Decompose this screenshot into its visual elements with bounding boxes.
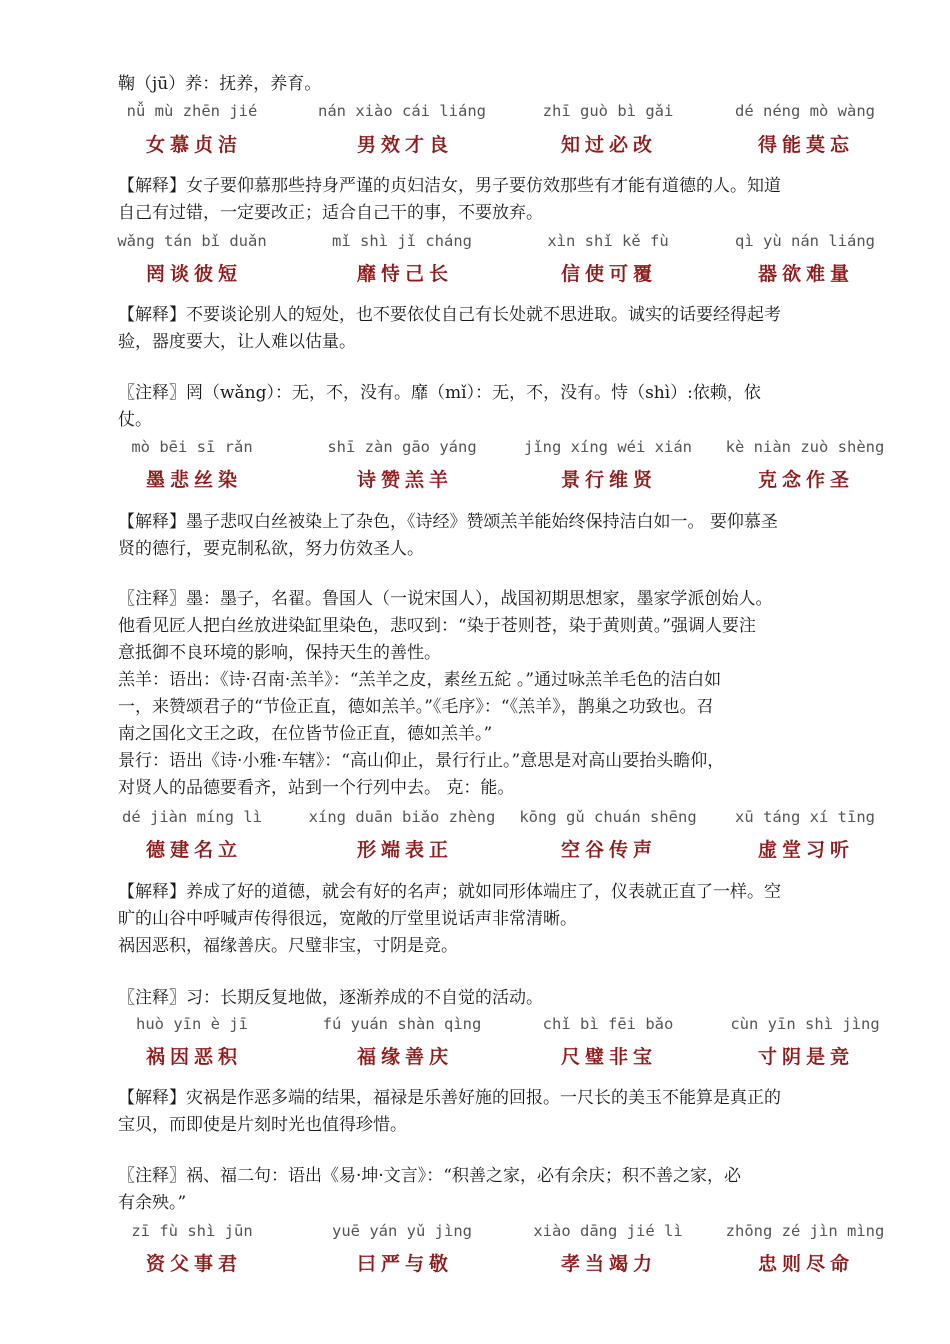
pinyin-label: xiào dāng jié lì [533,1222,683,1240]
idiom-hanzi: 忠则尽命 [757,1253,855,1275]
paragraph-line: 【解释】墨子悲叹白丝被染上了杂色，《诗经》赞颂羔羊能始终保持洁白如一。 要仰慕圣 [118,512,778,532]
paragraph-line: 贤的德行，要克制私欲，努力仿效圣人。 [118,539,424,559]
idiom-hanzi: 得能莫忘 [757,134,855,156]
idiom-hanzi: 男效才良 [356,134,454,156]
paragraph [118,879,878,960]
paragraph-line: 【解释】灾祸是作恶多端的结果，福禄是乐善好施的回报。一尺长的美玉不能算是真正的 [118,1088,781,1108]
idiom-hanzi: 信使可覆 [560,263,658,285]
pinyin-label: jǐng xíng wéi xián [524,438,692,456]
idiom-hanzi: 孝当竭力 [560,1253,658,1275]
idiom-hanzi: 知过必改 [560,134,658,156]
pinyin-label: mǐ shì jǐ cháng [332,232,472,250]
pinyin-label: zhōng zé jìn mìng [725,1222,885,1240]
idiom-hanzi: 女慕贞洁 [145,134,243,156]
idiom-hanzi: 福缘善庆 [356,1046,454,1068]
paragraph-line: 景行：语出《诗·小雅·车辖》：“高山仰止，景行行止。”意思是对高山要抬头瞻仰， [118,751,725,771]
pinyin-label: mò bēi sī rǎn [131,438,253,456]
pinyin-label: yuē yán yǔ jìng [332,1222,472,1240]
paragraph-line: 有余殃。” [118,1193,187,1213]
idiom-hanzi: 景行维贤 [560,469,658,491]
pinyin-label: zī fù shì jūn [131,1222,253,1240]
paragraph-line: 仗。 [118,410,152,430]
paragraph-line: 宝贝，而即使是片刻时光也值得珍惜。 [118,1115,407,1135]
paragraph [118,173,878,227]
paragraph-line: 对贤人的品德要看齐，站到一个行列中去。 克：能。 [118,778,515,798]
pinyin-label: wǎng tán bǐ duǎn [117,232,267,250]
idiom-hanzi: 器欲难量 [757,263,855,285]
paragraph-line: 验，器度要大，让人难以估量。 [118,332,356,352]
pinyin-label: qì yù nán liáng [735,232,875,250]
pinyin-label: nán xiào cái liáng [318,102,486,120]
paragraph-line: 【解释】女子要仰慕那些持身严谨的贞妇洁女，男子要仿效那些有才能有道德的人。知道 [118,176,781,196]
idiom-hanzi: 罔谈彼短 [145,263,243,285]
pinyin-label: zhī guò bì gǎi [542,102,674,120]
paragraph [118,302,878,356]
pinyin-label: xū táng xí tīng [735,808,875,826]
pinyin-label: nǚ mù zhēn jié [126,102,258,120]
paragraph [118,1163,878,1217]
pinyin-label: kè niàn zuò shèng [725,438,885,456]
idiom-hanzi: 墨悲丝染 [145,469,243,491]
paragraph-line: 【解释】不要谈论别人的短处，也不要依仗自己有长处就不思进取。诚实的话要经得起考 [118,305,781,325]
paragraph-line: 一，来赞颂君子的“节俭正直，德如羔羊。”《毛序》：“《羔羊》，鹊巢之功致也。召 [118,697,714,717]
pinyin-label: dé jiàn míng lì [122,808,262,826]
paragraph [118,71,878,98]
pinyin-label: huò yīn è jī [136,1015,248,1033]
idiom-hanzi: 空谷传声 [560,839,658,861]
pinyin-label: xìn shǐ kě fù [547,232,669,250]
idiom-hanzi: 曰严与敬 [356,1253,454,1275]
paragraph-line: 〖注释〗习：长期反复地做，逐渐养成的不自觉的活动。 [118,988,543,1008]
paragraph [118,586,878,802]
idiom-hanzi: 克念作圣 [757,469,855,491]
idiom-hanzi: 资父事君 [145,1253,243,1275]
paragraph-line: 〖注释〗祸、福二句：语出《易·坤·文言》：“积善之家，必有余庆；积不善之家，必 [118,1166,741,1186]
pinyin-label: cùn yīn shì jìng [730,1015,880,1033]
idiom-hanzi: 尺璧非宝 [560,1046,658,1068]
paragraph-line: 羔羊：语出：《诗·召南·羔羊》：“羔羊之皮，素丝五紽 。”通过咏羔羊毛色的洁白如 [118,670,722,690]
paragraph [118,509,878,563]
idiom-hanzi: 寸阴是竞 [757,1046,855,1068]
paragraph-line: 【解释】养成了好的道德，就会有好的名声；就如同形体端庄了，仪表就正直了一样。空 [118,882,781,902]
idiom-hanzi: 虚堂习听 [757,839,855,861]
paragraph [118,380,878,434]
paragraph-line: 〖注释〗墨：墨子，名翟。鲁国人（一说宋国人），战国初期思想家，墨家学派创始人。 [118,589,773,609]
idiom-hanzi: 形端表正 [356,839,454,861]
paragraph [118,985,878,1012]
idiom-hanzi: 祸因恶积 [145,1046,243,1068]
paragraph-line: 自己有过错，一定要改正；适合自己干的事，不要放弃。 [118,203,543,223]
paragraph-line: 祸因恶积，福缘善庆。尺璧非宝，寸阴是竞。 [118,936,458,956]
idiom-hanzi: 德建名立 [145,839,243,861]
pinyin-label: shī zàn gāo yáng [327,438,477,456]
pinyin-label: chǐ bì fēi bǎo [542,1015,674,1033]
idiom-hanzi: 诗赞羔羊 [356,469,454,491]
paragraph-line: 旷的山谷中呼喊声传得很远，宽敞的厅堂里说话声非常清晰。 [118,909,577,929]
idiom-hanzi: 靡恃己长 [356,263,454,285]
paragraph-line: 〖注释〗罔（wǎng）：无，不，没有。靡（mǐ）：无，不，没有。恃（shì）:依赖，依 [118,383,761,403]
pinyin-label: kōng gǔ chuán shēng [519,808,697,826]
pinyin-label: fú yuán shàn qìng [322,1015,482,1033]
paragraph [118,1085,878,1139]
paragraph-line: 南之国化文王之政，在位皆节俭正直，德如羔羊。” [118,724,493,744]
pinyin-label: xíng duān biǎo zhèng [308,808,496,826]
paragraph-line: 他看见匠人把白丝放进染缸里染色，悲叹到：“染于苍则苍，染于黄则黄。”强调人要注 [118,616,756,636]
paragraph-line: 鞠（jū）养：抚养，养育。 [118,74,322,94]
paragraph-line: 意抵御不良环境的影响，保持天生的善性。 [118,643,441,663]
pinyin-label: dé néng mò wàng [735,102,875,120]
